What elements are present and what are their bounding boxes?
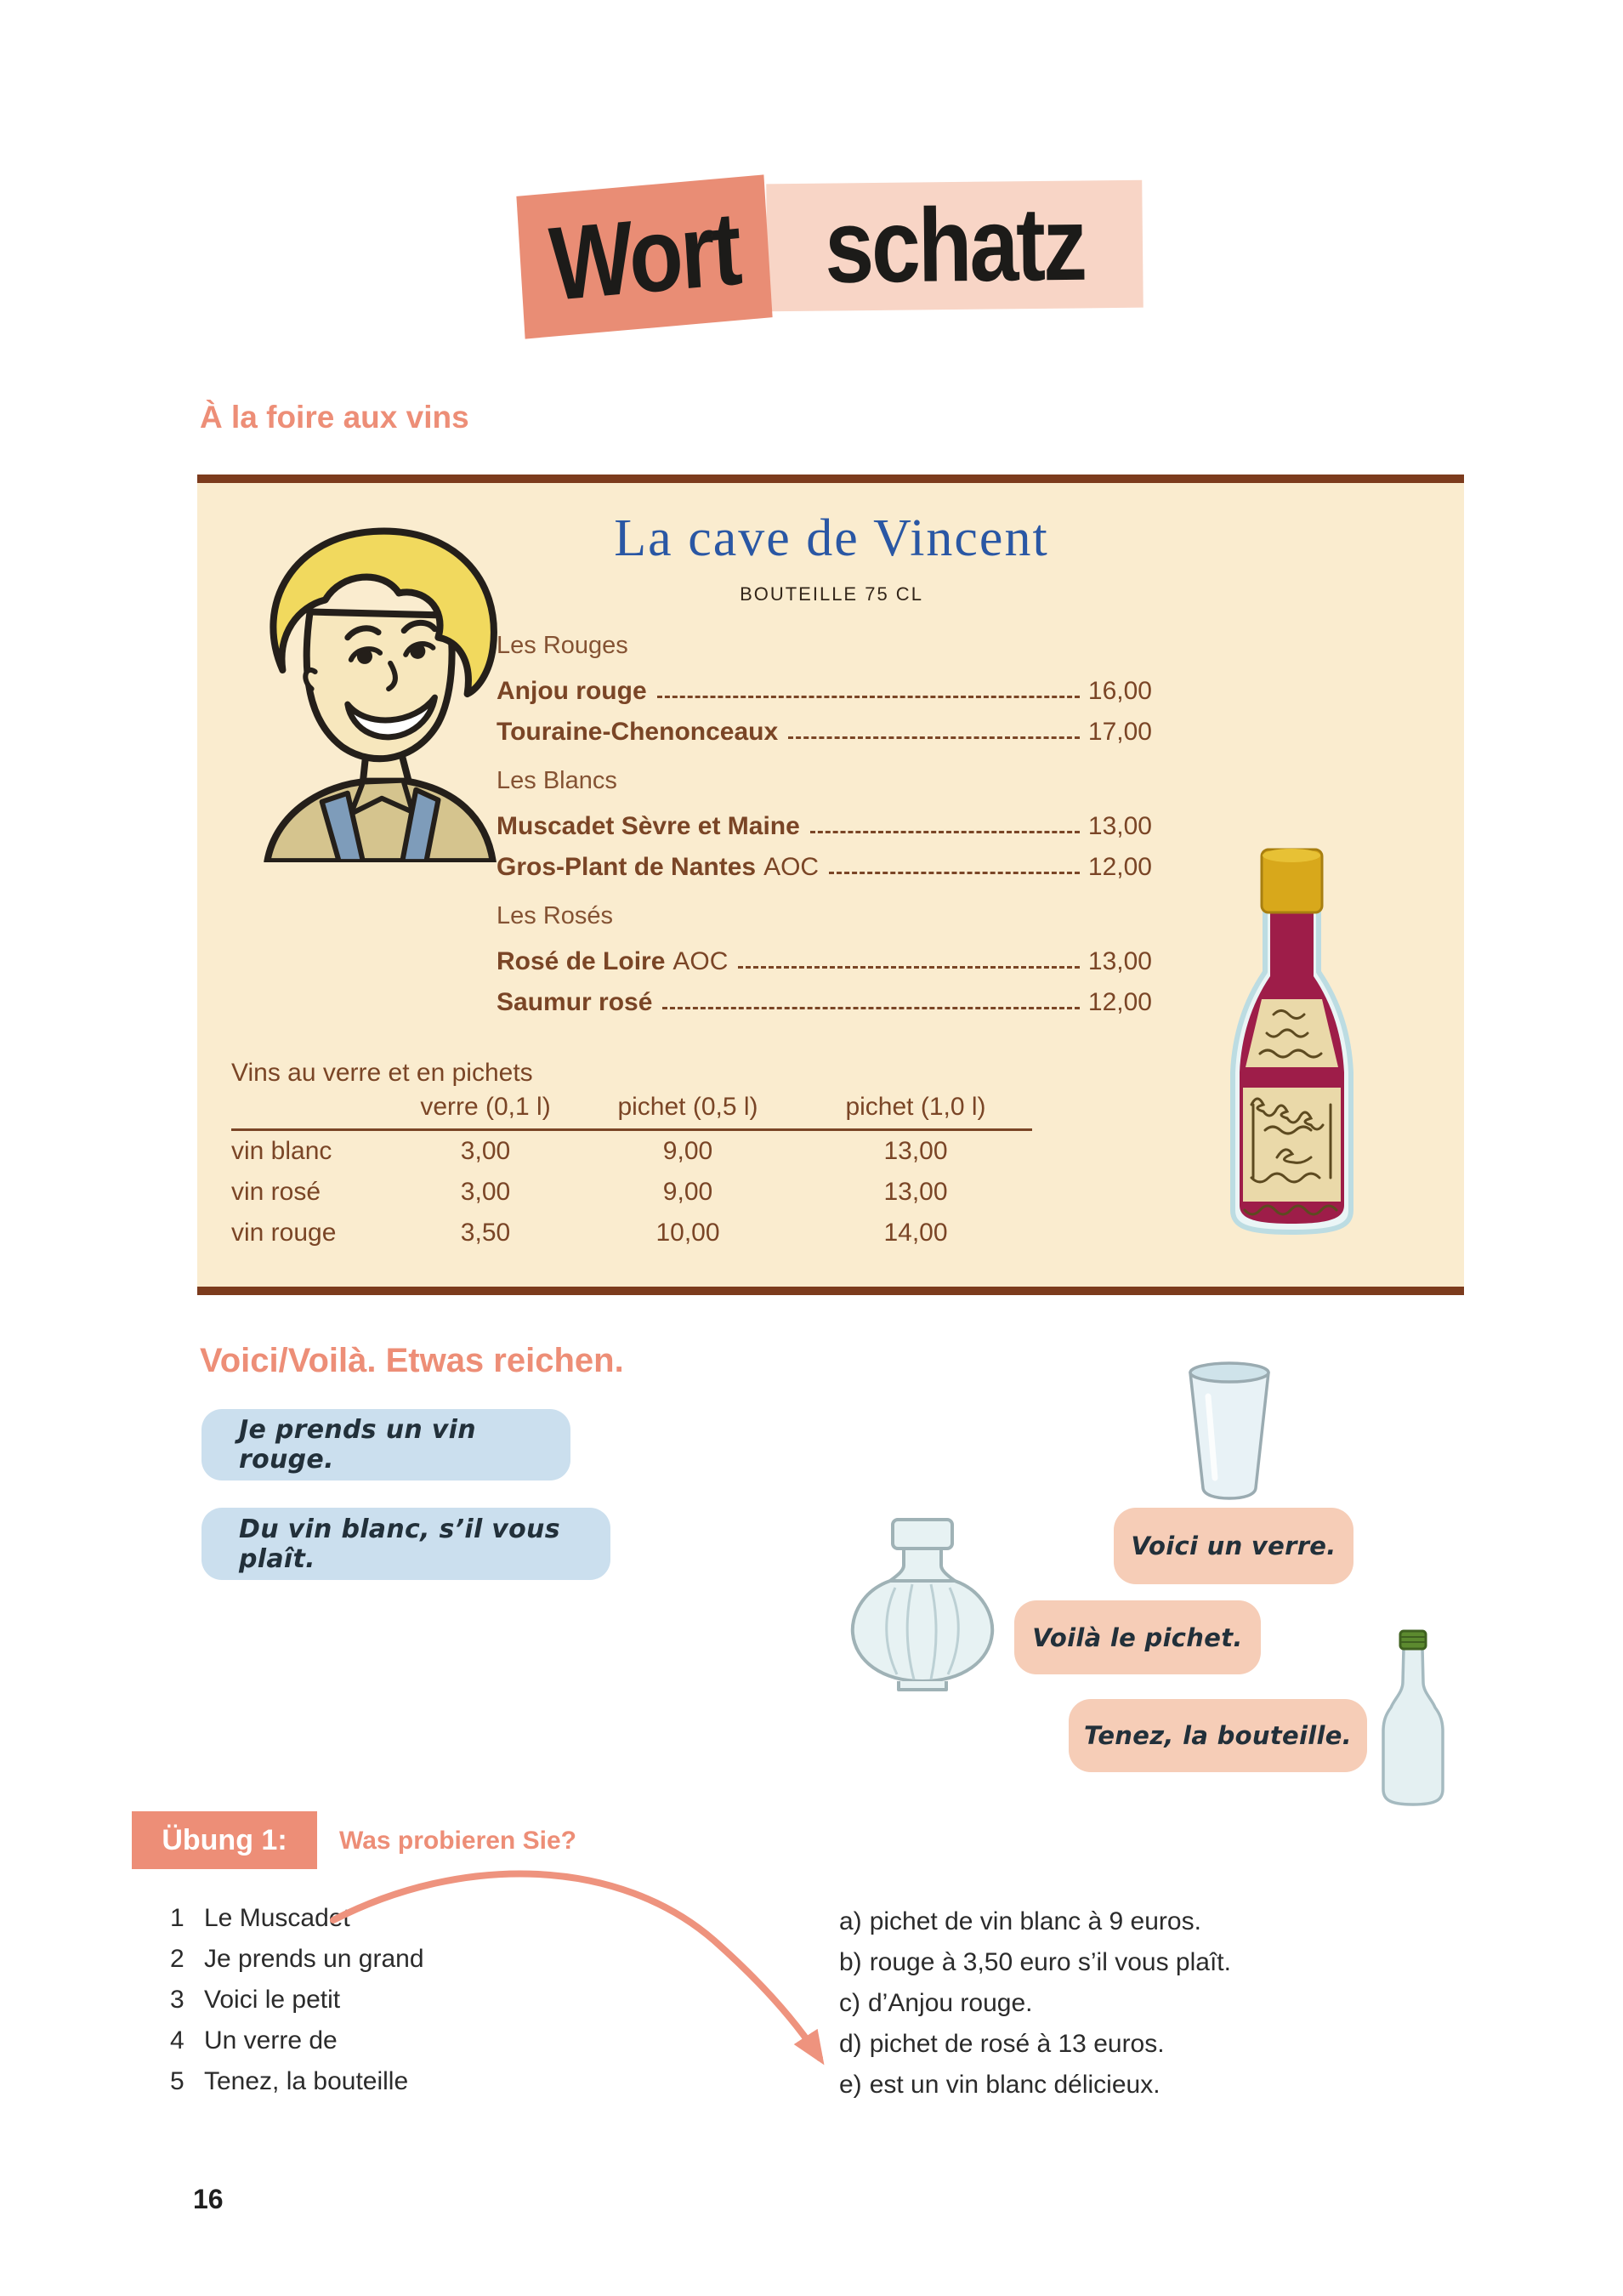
wine-price: 16,00: [1087, 677, 1152, 705]
option-text: pichet de rosé à 13 euros.: [869, 2030, 1165, 2058]
table-header-row: [231, 1092, 1032, 1131]
row-label: vin blanc: [231, 1137, 332, 1165]
speech-bubble-vin-rouge: [201, 1409, 570, 1480]
exercise-label: Übung 1:: [162, 1823, 287, 1856]
exercise-option: [839, 2065, 1231, 2106]
cell-value: 13,00: [883, 1137, 948, 1165]
item-number: 2: [170, 1945, 184, 1973]
row-label: vin rosé: [231, 1178, 321, 1206]
speech-text: Voilà le pichet.: [1032, 1623, 1243, 1652]
item-text: Tenez, la bouteille: [204, 2067, 409, 2095]
match-arrow-icon: [321, 1847, 848, 2094]
cell-value: 3,50: [460, 1219, 511, 1247]
speech-text: Tenez, la bouteille.: [1084, 1721, 1352, 1750]
cell-value: 3,00: [460, 1137, 511, 1165]
item-number: 5: [170, 2067, 184, 2095]
row-label: vin rouge: [231, 1219, 337, 1247]
wine-name: Touraine-Chenonceaux: [497, 718, 779, 746]
menu-title: La cave de Vincent: [614, 509, 1049, 567]
option-letter: c): [839, 1989, 860, 2017]
exercise-question: Was probieren Sie?: [339, 1827, 576, 1855]
cell-value: 13,00: [883, 1178, 948, 1206]
menu-item: [497, 976, 1152, 1017]
wine-price: 12,00: [1087, 988, 1152, 1016]
menu-subtitle: BOUTEILLE 75 CL: [740, 583, 923, 605]
speech-bubble-pichet: [1014, 1600, 1261, 1674]
cell-value: 9,00: [662, 1178, 713, 1206]
item-text: Je prends un grand: [204, 1945, 424, 1973]
wine-menu-card: [197, 475, 1464, 1295]
table-caption: Vins au verre et en pichets: [231, 1059, 533, 1087]
wine-name: Gros-Plant de Nantes: [497, 853, 757, 881]
item-text: Le Muscadet: [204, 1904, 350, 1932]
dotted-leader: [738, 966, 1080, 969]
option-letter: b): [839, 1948, 862, 1976]
wine-name: Rosé de Loire: [497, 947, 666, 975]
item-text: Un verre de: [204, 2026, 338, 2054]
option-letter: e): [839, 2071, 862, 2099]
cell-value: 14,00: [883, 1219, 948, 1247]
dotted-leader: [662, 1007, 1080, 1009]
exercise-option: [839, 1983, 1231, 2024]
speech-bubble-bouteille: [1069, 1699, 1367, 1772]
speech-bubble-vin-blanc: [201, 1508, 610, 1580]
speech-text: Je prends un vin rouge.: [239, 1415, 476, 1475]
wortschatz-logo: [520, 170, 1149, 340]
item-text: Voici le petit: [204, 1986, 341, 2014]
option-text: pichet de vin blanc à 9 euros.: [869, 1907, 1201, 1935]
pitcher-icon: [846, 1516, 999, 1695]
wine-price-list: [497, 626, 1152, 1017]
option-letter: a): [839, 1907, 862, 1935]
exercise-right-column: [839, 1901, 1231, 2106]
logo-text-schatz: schatz: [824, 185, 1086, 306]
menu-item: [497, 841, 1152, 882]
table-header-pichet-10: pichet (1,0 l): [845, 1093, 986, 1121]
dotted-leader: [829, 872, 1080, 874]
option-text: rouge à 3,50 euro s’il vous plaît.: [869, 1948, 1231, 1976]
table-header-verre: verre (0,1 l): [420, 1093, 551, 1121]
speech-text: Du vin blanc, s’il vous plaît.: [239, 1514, 560, 1574]
wine-by-glass-table: [231, 1092, 1032, 1253]
exercise-option: [839, 1942, 1231, 1983]
menu-section-header: Les Blancs: [497, 767, 617, 794]
logo-box-schatz: [766, 180, 1143, 312]
menu-item: [497, 706, 1152, 747]
menu-item: [497, 665, 1152, 706]
wine-suffix: AOC: [672, 947, 729, 975]
speech-bubble-verre: [1114, 1508, 1353, 1584]
menu-section-header: Les Rosés: [497, 902, 614, 929]
section-heading-foire-aux-vins: À la foire aux vins: [200, 400, 469, 435]
logo-box-wort: [516, 174, 772, 338]
item-number: 1: [170, 1904, 184, 1932]
wine-bottle-icon: [1209, 844, 1375, 1240]
menu-item: [497, 935, 1152, 976]
logo-text-wort: Wort: [546, 190, 743, 324]
item-number: 3: [170, 1986, 184, 2014]
wine-price: 12,00: [1087, 853, 1152, 881]
cell-value: 9,00: [662, 1137, 713, 1165]
dotted-leader: [657, 696, 1080, 698]
section-heading-voici-voila: Voici/Voilà. Etwas reichen.: [200, 1342, 624, 1379]
dotted-leader: [788, 736, 1080, 739]
menu-item: [497, 800, 1152, 841]
wine-name: Anjou rouge: [497, 677, 647, 705]
table-row: [231, 1213, 1032, 1253]
exercise-label-box: [132, 1811, 317, 1869]
small-bottle-icon: [1370, 1629, 1456, 1810]
exercise-option: [839, 2024, 1231, 2065]
table-header-pichet-05: pichet (0,5 l): [617, 1093, 758, 1121]
wine-price: 13,00: [1087, 947, 1152, 975]
wine-name: Saumur rosé: [497, 988, 653, 1016]
speech-text: Voici un verre.: [1131, 1532, 1336, 1560]
option-text: d’Anjou rouge.: [868, 1989, 1033, 2017]
boy-illustration: [223, 502, 522, 862]
menu-section-header: Les Rouges: [497, 632, 628, 659]
wine-name: Muscadet Sèvre et Maine: [497, 812, 800, 840]
page-number: 16: [193, 2184, 224, 2214]
option-text: est un vin blanc délicieux.: [869, 2071, 1161, 2099]
option-letter: d): [839, 2030, 862, 2058]
cell-value: 10,00: [655, 1219, 720, 1247]
wine-price: 17,00: [1087, 718, 1152, 746]
item-number: 4: [170, 2026, 184, 2054]
exercise-option: [839, 1901, 1231, 1942]
table-row: [231, 1172, 1032, 1213]
wine-suffix: AOC: [763, 853, 820, 881]
wine-price: 13,00: [1087, 812, 1152, 840]
table-row: [231, 1131, 1032, 1172]
drinking-glass-icon: [1183, 1359, 1276, 1503]
dotted-leader: [810, 831, 1080, 833]
cell-value: 3,00: [460, 1178, 511, 1206]
